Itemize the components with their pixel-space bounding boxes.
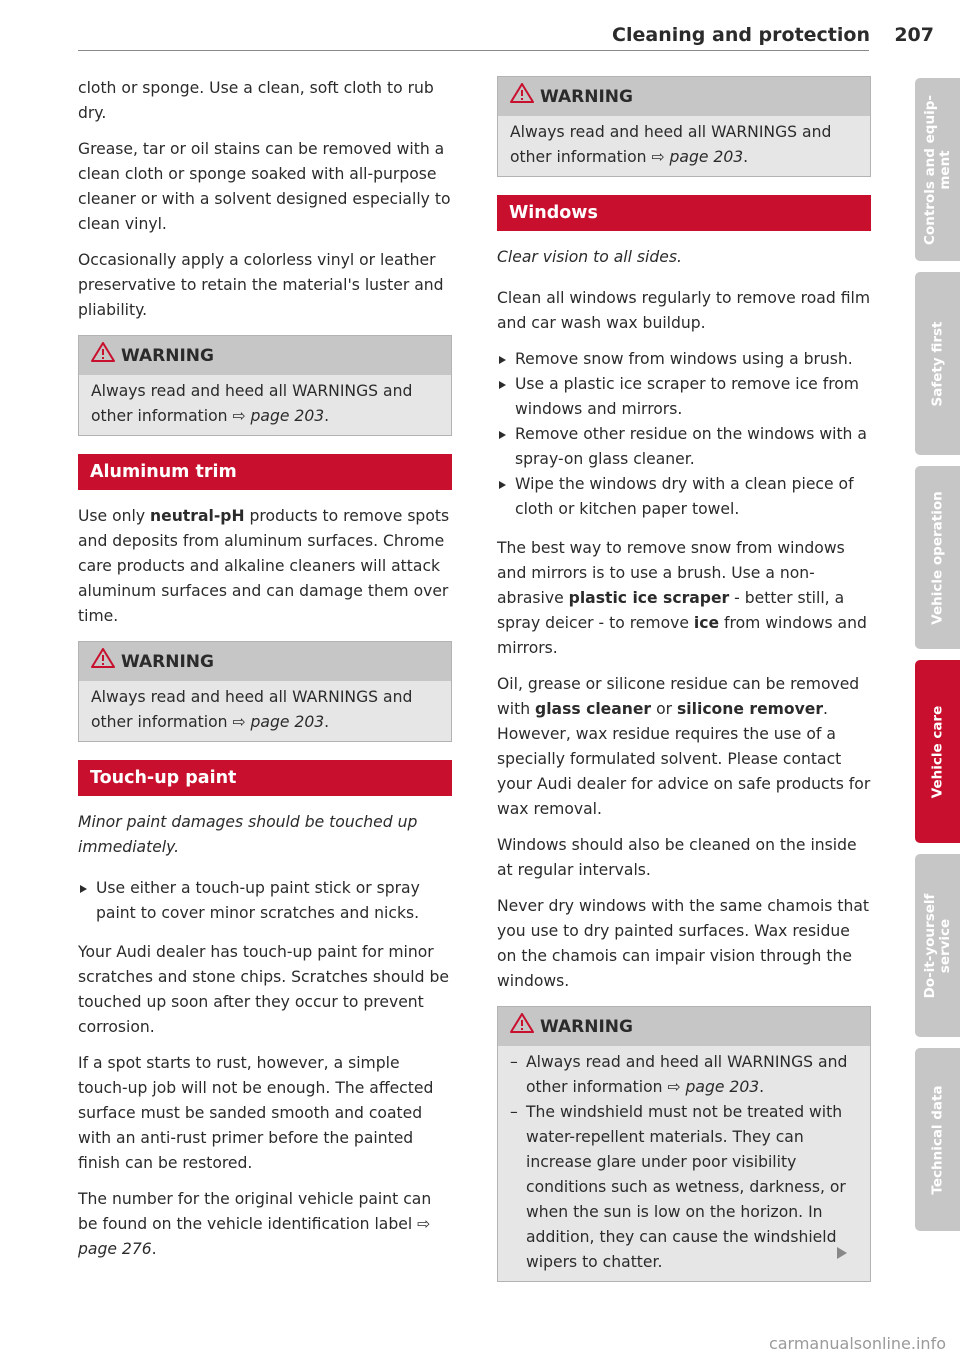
warning-title: WARNING: [121, 651, 214, 672]
warning-box: [497, 1006, 871, 1282]
step-text: Use a plastic ice scraper to remove ice from windows and mirrors.: [515, 375, 859, 418]
warning-title: WARNING: [121, 345, 214, 366]
bold-term: plastic ice scraper: [568, 589, 730, 607]
continue-arrow-icon: [837, 1247, 847, 1259]
bold-term: silicone remover: [677, 700, 824, 718]
paragraph: Grease, tar or oil stains can be removed with a clean cloth or sponge soaked with all-purpose cleaner or with a solvent designed especially to clean vinyl.: [78, 140, 451, 233]
paragraph: Windows should also be cleaned on the inside at regular intervals.: [497, 836, 857, 879]
warning-triangle-icon: [91, 648, 115, 676]
step-list: [497, 347, 871, 522]
paragraph: Never dry windows with the same chamois that you use to dry painted surfaces. Wax residue on the chamois can impair vision through the windows.: [497, 897, 870, 990]
warning-triangle-icon: [510, 83, 534, 111]
step-list: [78, 876, 452, 926]
step-item: [497, 422, 871, 472]
section-heading-windows: Windows: [497, 195, 871, 231]
warning-header: [79, 336, 451, 375]
page-number: 207: [894, 24, 934, 46]
tab-label: Safety first: [929, 321, 945, 406]
watermark: carmanualsonline.info: [768, 1334, 946, 1353]
tab-label: Vehicle operation: [929, 490, 945, 625]
page-reference-link[interactable]: ⇨ page 203: [667, 1078, 760, 1096]
running-header: Cleaning and protection: [612, 24, 870, 46]
tab-vehicle-care[interactable]: [915, 660, 960, 843]
paragraph: [78, 504, 452, 629]
text: or: [651, 700, 677, 718]
page-reference-link[interactable]: ⇨ page 203: [651, 148, 744, 166]
header-rule: [78, 50, 869, 51]
warning-body: [79, 681, 451, 741]
warning-box: [78, 641, 452, 742]
punctuation: .: [324, 713, 330, 731]
text: Oil, grease or silicone residue can be removed with: [497, 675, 860, 718]
punctuation: .: [743, 148, 749, 166]
step-text: Remove snow from windows using a brush.: [515, 350, 853, 368]
step-item: [78, 876, 452, 926]
punctuation: .: [151, 1240, 157, 1258]
triangle-bullet-icon: [499, 431, 506, 439]
paragraph: cloth or sponge. Use a clean, soft cloth to rub dry.: [78, 79, 434, 122]
paragraph: [497, 672, 871, 822]
warning-box: [497, 76, 871, 177]
bold-term: neutral-pH: [150, 507, 245, 525]
section-intro: Minor paint damages should be touched up immediately.: [78, 813, 418, 856]
page-reference-link[interactable]: ⇨ page 203: [232, 713, 325, 731]
tab-label: Vehicle care: [929, 705, 945, 798]
text: from windows and mirrors.: [497, 614, 867, 657]
punctuation: .: [759, 1078, 765, 1096]
warning-triangle-icon: [510, 1013, 534, 1041]
tab-label: Do-it-yourself service: [921, 893, 953, 998]
warning-item: – The windshield must not be treated with water-repellent materials. They can increase glare under poor visibility conditions such as wetness, darkness, or when the sun is low on the horizon. In addition, they can cause the windshield wipers to chatter.: [510, 1100, 858, 1275]
text: . However, wax residue requires the use of a specially formulated solvent. Please contact your Audi dealer for advice on safe products for wax removal.: [497, 700, 871, 818]
paragraph: Your Audi dealer has touch-up paint for minor scratches and stone chips. Scratches should be touched up soon after they occur to prevent corrosion.: [78, 943, 449, 1036]
step-item: [497, 347, 871, 372]
triangle-bullet-icon: [499, 381, 506, 389]
warning-title: WARNING: [540, 1016, 633, 1037]
step-text: Use either a touch-up paint stick or spray paint to cover minor scratches and nicks.: [96, 879, 420, 922]
paragraph: [78, 1187, 452, 1262]
page-reference-link[interactable]: ⇨ page 203: [232, 407, 325, 425]
text: products to remove spots and deposits from aluminum surfaces. Chrome care products and alkaline cleaners will attack aluminum surfaces and can damage them over time.: [78, 507, 450, 625]
punctuation: .: [324, 407, 330, 425]
tab-label: Technical data: [929, 1084, 945, 1195]
text: The best way to remove snow from windows and mirrors is to use a brush. Use a non-abrasive: [497, 539, 845, 607]
step-text: Remove other residue on the windows with a spray-on glass cleaner.: [515, 425, 867, 468]
tab-controls-and-equipment[interactable]: [915, 78, 960, 261]
triangle-bullet-icon: [80, 885, 87, 893]
warning-header: [498, 1007, 870, 1046]
warning-header: [498, 77, 870, 116]
section-heading-aluminum-trim: Aluminum trim: [78, 454, 452, 490]
warning-body: [498, 1046, 870, 1281]
warning-list: [510, 1050, 858, 1275]
triangle-bullet-icon: [499, 481, 506, 489]
bold-term: ice: [693, 614, 720, 632]
triangle-bullet-icon: [499, 356, 506, 364]
warning-text: Always read and heed all WARNINGS and other information: [91, 688, 413, 731]
text: - better still, a spray deicer - to remove: [497, 589, 845, 632]
tab-safety-first[interactable]: [915, 272, 960, 455]
tab-technical-data[interactable]: [915, 1048, 960, 1231]
paragraph: [497, 536, 871, 661]
warning-item: [510, 1050, 858, 1100]
text: The number for the original vehicle paint can be found on the vehicle identification label: [78, 1190, 432, 1233]
chapter-tabs: [915, 78, 960, 1242]
warning-title: WARNING: [540, 86, 633, 107]
warning-header: [79, 642, 451, 681]
warning-text: Always read and heed all WARNINGS and other information: [91, 382, 413, 425]
warning-body: [498, 116, 870, 176]
paragraph: Occasionally apply a colorless vinyl or leather preservative to retain the material's luster and pliability.: [78, 251, 444, 319]
left-column: [78, 76, 452, 1273]
step-item: [497, 472, 871, 522]
text: Use only: [78, 507, 151, 525]
page-reference-link[interactable]: ⇨ page 276: [78, 1215, 431, 1258]
tab-do-it-yourself-service[interactable]: [915, 854, 960, 1037]
tab-label: Controls and equip- ment: [921, 94, 953, 245]
warning-text: Always read and heed all WARNINGS and other information: [510, 123, 832, 166]
section-intro: Clear vision to all sides.: [497, 248, 682, 266]
tab-vehicle-operation[interactable]: [915, 466, 960, 649]
bold-term: glass cleaner: [535, 700, 652, 718]
warning-text: Always read and heed all WARNINGS and other information: [526, 1053, 848, 1096]
step-item: [497, 372, 871, 422]
paragraph: Clean all windows regularly to remove road film and car wash wax buildup.: [497, 289, 871, 332]
section-heading-touch-up-paint: Touch-up paint: [78, 760, 452, 796]
right-column: [497, 76, 871, 1300]
paragraph: If a spot starts to rust, however, a simple touch-up job will not be enough. The affected surface must be sanded smooth and coated with an anti-rust primer before the painted finish can be restored.: [78, 1054, 434, 1172]
warning-box: [78, 335, 452, 436]
warning-triangle-icon: [91, 342, 115, 370]
warning-body: [79, 375, 451, 435]
step-text: Wipe the windows dry with a clean piece of cloth or kitchen paper towel.: [515, 475, 854, 518]
